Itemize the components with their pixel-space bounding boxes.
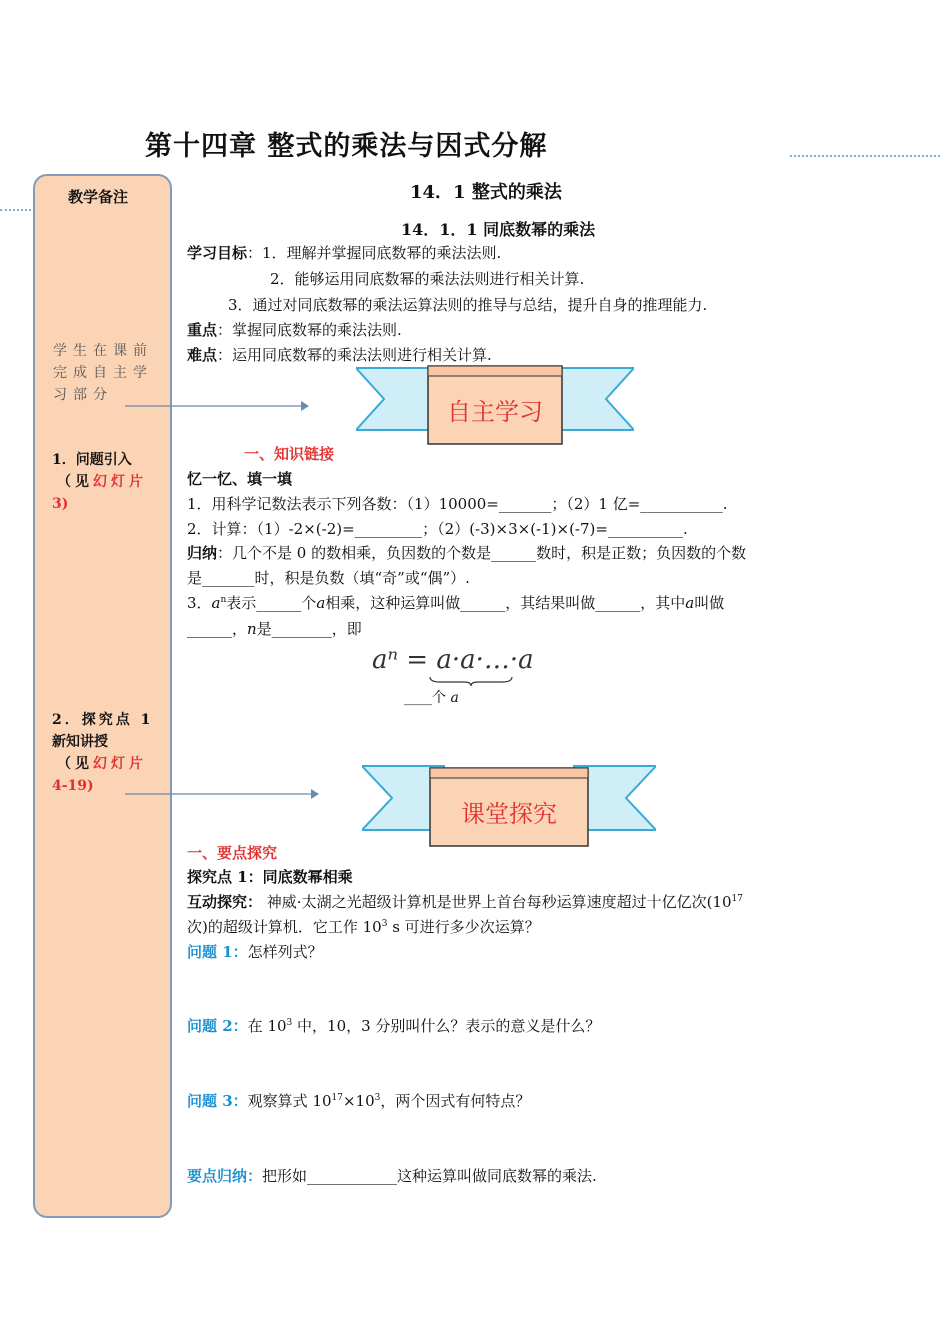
summary-label: 归纳 <box>187 544 218 562</box>
problem-text: 怎样列式？ <box>247 943 323 961</box>
formula-underbrace-label <box>404 687 459 707</box>
banner-self-study <box>356 362 634 450</box>
knowledge-heading: 一、知识链接 <box>244 445 335 463</box>
brace-icon <box>428 675 514 687</box>
problem-2 <box>187 1015 600 1036</box>
var-a: a <box>450 690 459 706</box>
sidebar-note-line: 习部分 <box>53 387 113 403</box>
slide-number: 3) <box>52 496 69 512</box>
blank: ____ <box>404 690 432 706</box>
q3-text: 是________，即 <box>256 620 362 638</box>
goal-line-2: 2．能够运用同底数幂的乘法法则进行相关计算. <box>270 270 585 288</box>
question-2: 2．计算：（1）-2×(-2)=_________；（2）(-3)×3×(-1)×(-7)=__________. <box>187 520 688 538</box>
interact-line-2 <box>187 916 540 937</box>
q3-text: 表示______个 <box>226 594 317 612</box>
slides-label: 幻灯片 <box>93 474 147 490</box>
problem-text: ×10 <box>342 1092 375 1110</box>
q3-text: 叫做 <box>694 594 725 612</box>
sidebar-note-line: 学生在课前 <box>53 343 153 359</box>
paren: （见 <box>57 756 93 772</box>
problem-3 <box>187 1090 530 1111</box>
banner-label: 课堂探究 <box>461 800 557 828</box>
interact-line-1 <box>187 891 743 912</box>
key-point <box>187 319 402 340</box>
problem-label: 问题 2： <box>187 1017 248 1035</box>
superscript: 17 <box>731 894 743 904</box>
sidebar-note-slide-num2 <box>52 775 94 797</box>
sidebar-note-intro: 1．问题引入 <box>52 452 132 468</box>
var-a: a <box>685 594 695 612</box>
interact-label: 互动探究： <box>187 893 263 911</box>
problem-text: 观察算式 10 <box>247 1092 332 1110</box>
chapter-title: 第十四章 整式的乘法与因式分解 <box>145 131 548 162</box>
problem-1 <box>187 941 323 962</box>
key-label: 重点 <box>187 321 218 339</box>
summary-label: 要点归纳： <box>187 1167 263 1185</box>
header-dotted-rule <box>790 155 940 157</box>
key-summary <box>187 1165 597 1186</box>
subsection-title: 14．1．1 同底数幂的乘法 <box>401 220 596 239</box>
slides-label: 幻灯片 <box>93 756 147 772</box>
sidebar-note-line: 完成自主学 <box>53 365 153 381</box>
section-title: 14．1 整式的乘法 <box>410 182 562 203</box>
sidebar-note-slides <box>57 471 147 493</box>
var-a: a <box>211 594 221 612</box>
summary-line-2: 是_______时，积是负数（填“奇”或“偶”）. <box>187 569 470 587</box>
summary-text: ：几个不是 0 的数相乘，负因数的个数是______数时，积是正数；负因数的个数 <box>217 544 747 562</box>
superscript: 17 <box>331 1093 343 1103</box>
banner-class-explore <box>362 760 656 852</box>
key-text: ：掌握同底数幂的乘法法则. <box>217 321 402 339</box>
explore-point: 探究点 1：同底数幂相乘 <box>187 868 353 886</box>
teaching-notes-sidebar <box>33 174 172 1218</box>
sidebar-note-explore: 2．探究点 1 <box>52 712 154 728</box>
sidebar-note-slide-num <box>52 493 68 515</box>
superscript: 3 <box>381 919 388 929</box>
banner-label: 自主学习 <box>447 398 543 426</box>
explore-heading: 一、要点探究 <box>187 844 278 862</box>
sidebar-note-slides2 <box>57 753 147 775</box>
sidebar-header: 教学备注 <box>68 188 129 206</box>
summary-line-1 <box>187 542 746 563</box>
problem-text: ，两个因式有何特点？ <box>380 1092 531 1110</box>
paren: （见 <box>57 474 93 490</box>
arrow-icon <box>125 785 320 801</box>
q3-num: 3． <box>187 594 212 612</box>
var-a: a <box>316 594 326 612</box>
problem-label: 问题 1： <box>187 943 248 961</box>
summary-text: 把形如____________这种运算叫做同底数幂的乘法. <box>262 1167 597 1185</box>
var-n: n <box>247 620 257 638</box>
difficulty-label: 难点 <box>187 346 218 364</box>
question-3 <box>187 592 724 613</box>
goals-label: 学习目标 <box>187 244 248 262</box>
question-3-line-2 <box>187 618 362 639</box>
sidebar-note-explore2: 新知讲授 <box>52 734 108 750</box>
superscript: 3 <box>286 1018 293 1028</box>
problem-text: 在 10 <box>247 1017 287 1035</box>
slide-number: 4-19) <box>52 778 94 794</box>
difficulty-text: ：运用同底数幂的乘法法则进行相关计算. <box>217 346 492 364</box>
arrow-icon <box>125 397 310 413</box>
problem-text: 中，10，3 分别叫什么？表示的意义是什么？ <box>292 1017 601 1035</box>
superscript: n <box>220 595 227 605</box>
goal-text: ：1．理解并掌握同底数幂的乘法法则. <box>247 244 502 262</box>
q3-text: 相乘，这种运算叫做______，其结果叫做______，其中 <box>325 594 686 612</box>
goal-line-3: 3．通过对同底数幂的乘法运算法则的推导与总结，提升自身的推理能力. <box>228 296 708 314</box>
interact-text: 次)的超级计算机．它工作 10 <box>187 918 382 936</box>
interact-text: s 可进行多少次运算？ <box>387 918 540 936</box>
problem-label: 问题 3： <box>187 1092 248 1110</box>
question-1: 1．用科学记数法表示下列各数：（1）10000=_______；（2）1 亿=___________. <box>187 495 728 513</box>
recall-subheading: 忆一忆、填一填 <box>187 470 293 488</box>
label-text: 个 <box>432 690 451 706</box>
power-formula: aⁿ = a·a·…·a <box>372 645 534 675</box>
superscript: 3 <box>374 1093 381 1103</box>
q3-text: ______， <box>187 620 248 638</box>
goal-line-1 <box>187 242 501 263</box>
interact-text: 神威·太湖之光超级计算机是世界上首台每秒运算速度超过十亿亿次(10 <box>266 893 732 911</box>
